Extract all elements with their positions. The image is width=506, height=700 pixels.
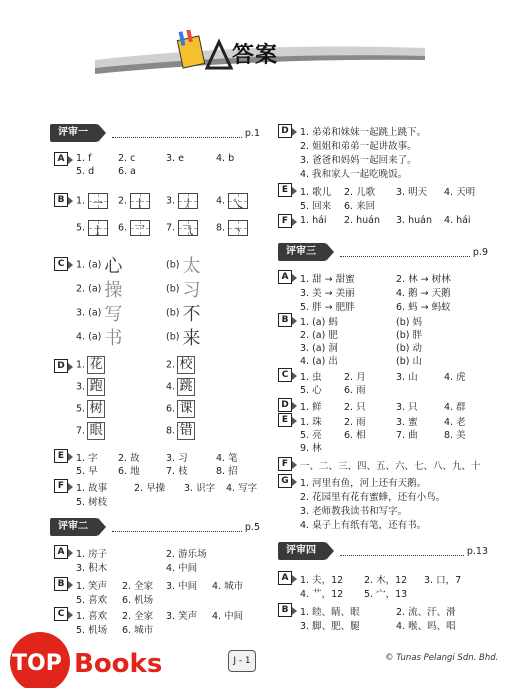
question-1a: A <box>54 152 74 166</box>
question-3g: G <box>278 474 298 488</box>
question-1f: F <box>54 479 74 493</box>
question-2b: B <box>54 577 74 591</box>
question-3b: B <box>278 313 298 327</box>
svg-text:TOP: TOP <box>12 651 62 676</box>
question-1d: D <box>54 359 74 373</box>
question-4b: B <box>278 603 298 617</box>
question-3f: F <box>278 457 298 471</box>
question-3a: A <box>278 270 298 284</box>
question-f: F <box>278 214 298 228</box>
section-header-4: 评审四 p.13 <box>278 542 488 560</box>
question-e: E <box>278 183 298 197</box>
question-3e: E <box>278 413 298 427</box>
header-banner <box>95 30 425 80</box>
answer-page: 答案 评审一 p.1 A 1. f 2. c 3. e 4. b 5. d 6. a B 1. 一 2. 丨 3. 丿 4. 乀 5. 亅 6. 乛 7. ⺄ 8. 丶 C 1. (a) 心 (b) 太 2. (a) 操 (b) 习 3. (a) 写 (b) 不 4. (a) 书 (b) 来 D 1. 花 2. 校 3. 跑 4. 跳 5. 树 6. 课 7. 眼 8. 错 E 1. 字 2. 故 3. 习 4. 笔 5. 早 6. 地 7. 枝 8. 招 F 1. 故事 2. 早操 3. 识字 4. 写字 5. 树枝 评审二 p.5 A 1. 房子 2. 游乐场 3. 积木 4. 中间 B 1. 笑声 2. 全家 3. 中间 4. 城市 5. 喜欢 6. 机场 C 1. 喜欢 2. 全家 3. 笑声 4. 中间 5. 机场 6. 城市 D 1. 弟弟和妹妹一起跳上跳下。 2. 姐姐和弟弟一起讲故事。 3. 爸爸和妈妈一起回来了。 4. 我和家人一起吃晚饭。 E 1. 歌儿 2. 儿歌 3. 明天 4. 天明 5. 回来 6. 来回 F 1. hái 2. huán 3. huán 4. hái 评审三 p.9 A 1. 甜 → 甜蜜 2. 林 → 树林 3. 美 → 美丽 4. 鹅 → 天鹅 5. 胖 → 肥胖 6. 蚂 → 蚂蚁 B 1. (a) 蚂 (b) 妈 2. (a) 肥 (b) 胖 3. (a) 洞 (b) 动 4. (a) 出 (b) 山 C 1. 虫 2. 月 3. 山 4. 虎 5. 心 6. 雨 D 1. 鲜 2. 只 3. 只 4. 群 E 1. 珠 2. 雨 3. 蜜 4. 老 5. 亮 6. 相 7. 曲 8. 美 9. 林 F 一、二、三、四、五、六、七、八、九、十 G 1. 河里有鱼，河上还有天鹅。 2. 花园里有花有蜜蜂，还有小鸟。 3. 老师教我读书和写字。 4. 桌子上有纸有笔，还有书。 评审四 p.13 A 1. 夫，12 2. 木，12 3. 口，7 4. 艹，12 5. 宀，13 B 1. 睦、睛、眼 2. 流、汗、滑 3. 脚、肥、腿 4. 喉、吗、唱 TOP Books J - 1 © Tunas Pelangi Sdn. Bhd. <box>0 0 506 700</box>
page-title: 答案 <box>232 43 279 68</box>
question-d: D <box>278 124 298 138</box>
topbooks-logo <box>2 632 202 688</box>
question-1c: C <box>54 257 74 271</box>
question-2a: A <box>54 545 74 559</box>
section-page: p.1 <box>244 127 260 139</box>
section-header-1 <box>50 124 260 142</box>
pencil-cup-icon <box>177 30 204 68</box>
question-3d: D <box>278 398 298 412</box>
section-header-2: 评审二 p.5 <box>50 518 260 536</box>
question-1e: E <box>54 449 74 463</box>
svg-text:Books: Books <box>74 649 163 679</box>
page-number: J - 1 <box>228 650 256 672</box>
section-header-3: 评审三 p.9 <box>278 243 488 261</box>
section-label: 评审一 <box>50 124 98 142</box>
question-3c: C <box>278 368 298 382</box>
copyright: © Tunas Pelangi Sdn. Bhd. <box>385 653 499 663</box>
question-4a: A <box>278 571 298 585</box>
question-1b: B <box>54 193 74 207</box>
question-2c: C <box>54 607 74 621</box>
